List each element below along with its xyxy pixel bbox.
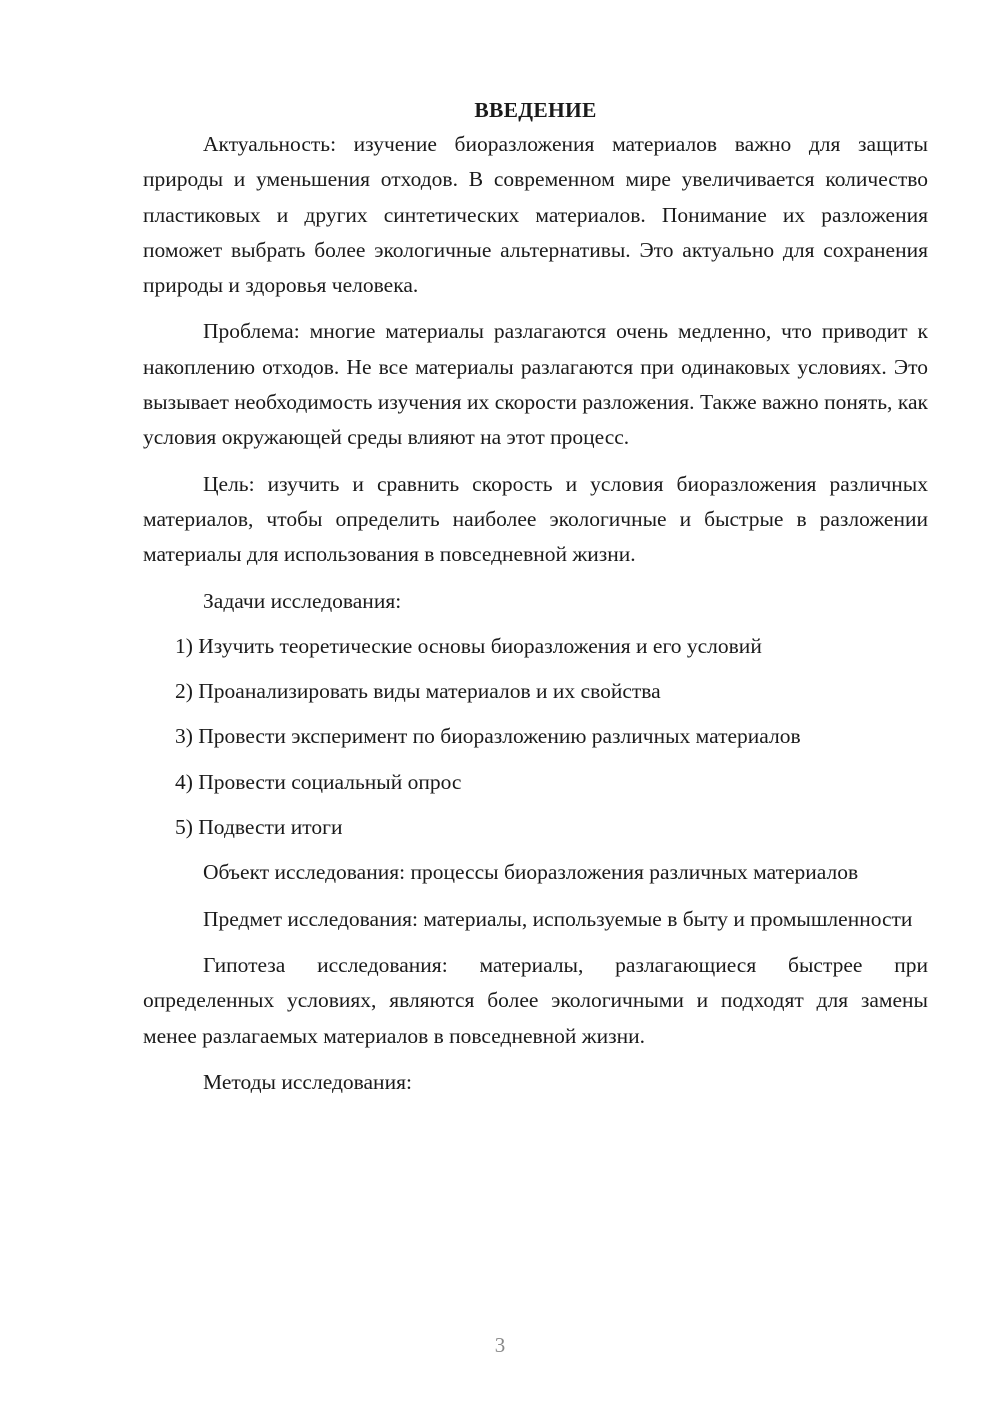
subject-paragraph: Предмет исследования: материалы, используемые в быту и промышленности: [203, 906, 913, 931]
list-item: 3) Провести эксперимент по биоразложению различных материалов: [175, 724, 801, 749]
goal-paragraph: Цель: изучить и сравнить скорость и условия биоразложения различных материалов, чтобы определить наиболее экологичные и быстрые в разложении материалы для использования в повседневной жизни.: [143, 471, 928, 567]
relevance-paragraph: Актуальность: изучение биоразложения материалов важно для защиты природы и уменьшения отходов. В современном мире увеличивается количество пластиковых и других синтетических материалов. Понимание их разложения поможет выбрать более экологичные альтернативы. Это актуально для сохранения природы и здоровья человека.: [143, 132, 928, 298]
tasks-heading: Задачи исследования:: [203, 588, 402, 613]
list-item: 1) Изучить теоретические основы биоразложения и его условий: [175, 633, 762, 658]
object-paragraph: Объект исследования: процессы биоразложения различных материалов: [203, 860, 859, 885]
list-item: 4) Провести социальный опрос: [175, 769, 462, 794]
document-page: [143, 94, 928, 1110]
page-number: 3: [494, 1333, 506, 1357]
tasks-list: [143, 629, 928, 845]
methods-heading: Методы исследования:: [203, 1069, 412, 1094]
list-item: 2) Проанализировать виды материалов и их свойства: [175, 679, 661, 704]
list-item: 5) Подвести итоги: [175, 815, 343, 840]
problem-paragraph: Проблема: многие материалы разлагаются очень медленно, что приводит к накоплению отходов. Не все материалы разлагаются при одинаковых условиях. Это вызывает необходимость изучения их скорости разложения. Также важно понять, как условия окружающей среды влияют на этот процесс.: [143, 319, 928, 450]
section-title: ВВЕДЕНИЕ: [474, 98, 597, 122]
hypothesis-paragraph: Гипотеза исследования: материалы, разлагающиеся быстрее при определенных условиях, являются более экологичными и подходят для замены менее разлагаемых материалов в повседневной жизни.: [143, 952, 928, 1048]
